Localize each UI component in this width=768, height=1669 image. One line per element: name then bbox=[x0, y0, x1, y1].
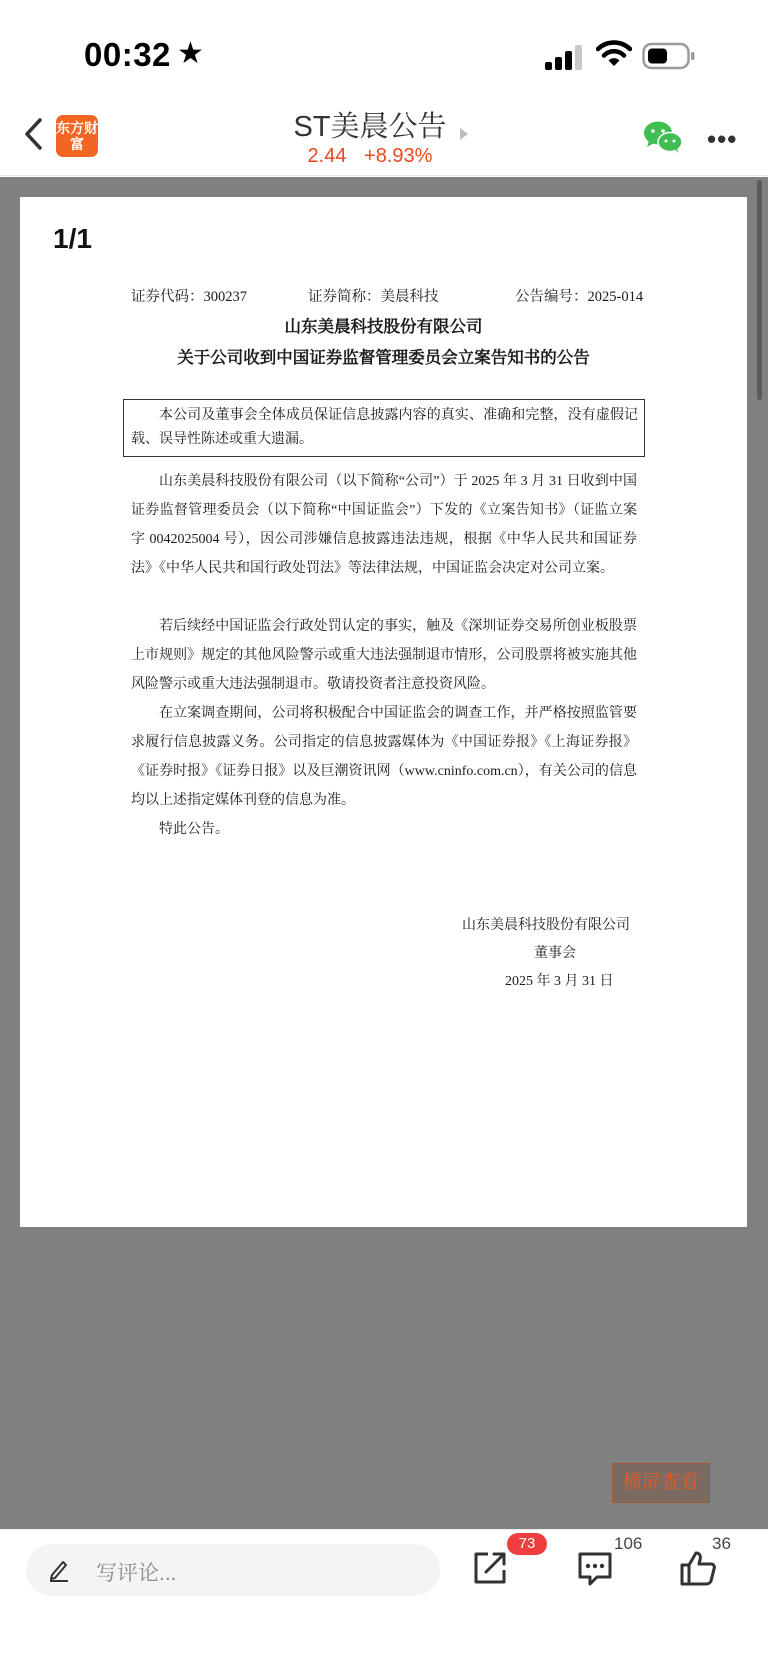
comment-placeholder: 写评论... bbox=[96, 1562, 177, 1585]
pen-icon bbox=[48, 1558, 70, 1582]
stock-code: 证券代码：300237 bbox=[131, 289, 247, 305]
stock-short-name: 证券简称：美晨科技 bbox=[308, 289, 439, 305]
nav-header bbox=[0, 100, 768, 176]
comment-count: 106 bbox=[614, 1534, 643, 1553]
paragraph-closing: 特此公告。 bbox=[159, 822, 229, 837]
eastmoney-logo[interactable]: 东方财富 bbox=[56, 115, 98, 157]
document-page bbox=[20, 197, 747, 1227]
bottom-bar bbox=[0, 1529, 768, 1669]
battery-icon bbox=[642, 42, 696, 70]
paragraph-2: 若后续经中国证监会行政处罚认定的事实，触及《深圳证券交易所创业板股票上市规则》规定的其他风险警示或重大违法强制退市情形，公司股票将被实施其他风险警示或重大违法强制退市。敬请投资者注意投资风险。 bbox=[131, 619, 637, 692]
signature-date: 2025 年 3 月 31 日 bbox=[505, 974, 614, 989]
cellular-signal-icon bbox=[545, 44, 583, 70]
status-bar bbox=[0, 0, 768, 112]
wechat-share-icon[interactable] bbox=[643, 120, 683, 154]
declaration-box: 本公司及董事会全体成员保证信息披露内容的真实、准确和完整，没有虚假记载、误导性陈述或重大遗漏。 bbox=[123, 399, 645, 457]
star-icon: ★ bbox=[177, 37, 204, 70]
status-time: 00:32 bbox=[84, 36, 171, 73]
stock-quote[interactable] bbox=[0, 145, 740, 168]
more-icon[interactable]: ••• bbox=[707, 124, 738, 154]
comment-icon[interactable] bbox=[575, 1548, 615, 1588]
like-count: 36 bbox=[712, 1534, 731, 1553]
page-title: ST美晨公告 bbox=[293, 111, 447, 143]
landscape-view-button[interactable]: 横屏查看 bbox=[612, 1463, 710, 1503]
comment-input[interactable] bbox=[26, 1544, 440, 1596]
paragraph-3: 在立案调查期间，公司将积极配合中国证监会的调查工作，并严格按照监管要求履行信息披露义务。公司指定的信息披露媒体为《中国证券报》《上海证券报》《证券时报》《证券日报》以及巨潮资讯网（www.cninfo.com.cn），有关公司的信息均以上述指定媒体刊登的信息为准。 bbox=[131, 706, 637, 808]
stock-change: +8.93% bbox=[364, 145, 433, 167]
page-indicator: 1/1 bbox=[53, 223, 92, 254]
share-count-badge: 73 bbox=[507, 1533, 547, 1555]
share-icon[interactable] bbox=[470, 1548, 510, 1588]
signature-company: 山东美晨科技股份有限公司 bbox=[462, 918, 630, 933]
document-company: 山东美晨科技股份有限公司 bbox=[284, 317, 483, 336]
wifi-icon bbox=[596, 38, 632, 68]
like-icon[interactable] bbox=[678, 1548, 718, 1588]
paragraph-1: 山东美晨科技股份有限公司（以下简称“公司”）于 2025 年 3 月 31 日收到中国证券监督管理委员会（以下简称“中国证监会”）下发的《立案告知书》（证监立案字 0042025004 号），因公司涉嫌信息披露违法违规，根据《中华人民共和国证券法》《中华人民共和国行政处罚法》等法律法规，中国证监会决定对公司立案。 bbox=[131, 474, 637, 576]
document-title: 关于公司收到中国证券监督管理委员会立案告知书的公告 bbox=[177, 348, 590, 367]
stock-price: 2.44 bbox=[307, 145, 347, 167]
signature-board: 董事会 bbox=[534, 946, 576, 961]
notice-number: 公告编号：2025-014 bbox=[515, 289, 644, 305]
title-arrow-icon bbox=[460, 128, 468, 140]
viewer-scrollbar[interactable] bbox=[757, 180, 762, 400]
